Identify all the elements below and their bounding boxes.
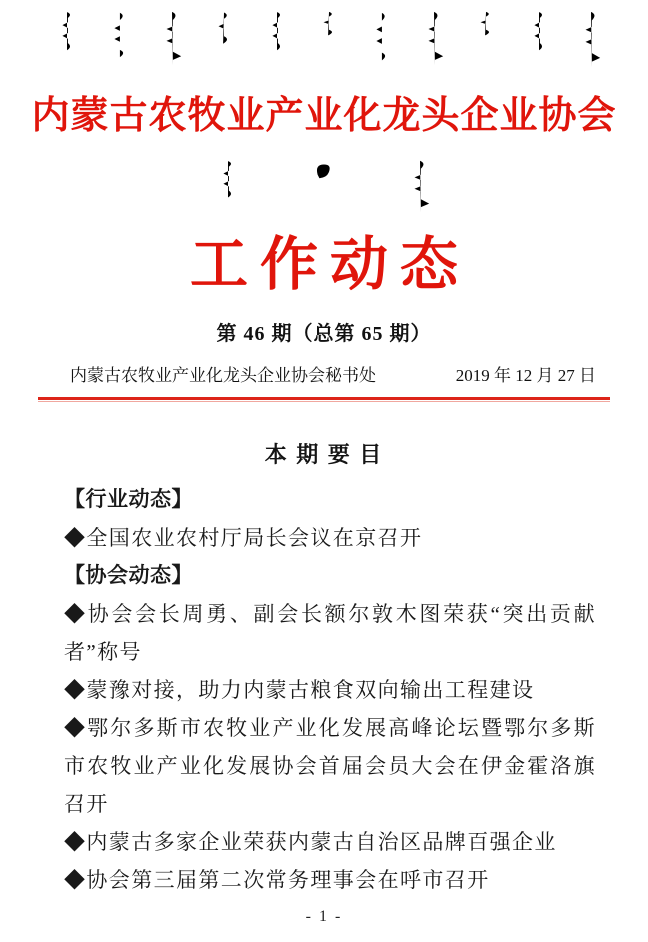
bulletin-title: 工作动态 [189, 232, 470, 297]
page-number: - 1 - [305, 908, 343, 925]
toc-item: ◆蒙豫对接，助力内蒙古粮食双向输出工程建设 [64, 678, 535, 702]
mongolian-glyph-icon [213, 10, 235, 50]
mongolian-glyph-icon [370, 10, 392, 72]
mongolian-glyph-icon [423, 10, 445, 68]
publisher: 内蒙古农牧业产业化龙头企业协会秘书处 [70, 366, 376, 385]
toc-item: ◆协会第三届第二次常务理事会在呼市召开 [64, 868, 490, 892]
mongolian-glyph-icon [217, 159, 239, 203]
toc-section-label: 【行业动态】 [64, 488, 193, 511]
mongolian-glyph-icon [528, 10, 550, 56]
mongolian-script-subtitle [0, 159, 648, 215]
mongolian-glyph-icon [108, 10, 130, 68]
toc-item: ◆全国农业农村厅局长会议在京召开 [64, 526, 423, 550]
mongolian-glyph-icon [318, 10, 340, 40]
toc-list [64, 481, 596, 899]
header-rule [38, 397, 610, 402]
publisher-line [0, 361, 648, 386]
toc-item: ◆内蒙古多家企业荣获内蒙古自治区品牌百强企业 [64, 830, 557, 854]
publish-date: 2019 年 12 月 27 日 [455, 366, 596, 385]
org-title: 内蒙古农牧业产业化龙头企业协会 [31, 95, 617, 137]
mongolian-glyph-icon [313, 159, 335, 181]
mongolian-glyph-icon [161, 10, 183, 68]
mongolian-glyph-icon [409, 159, 431, 215]
issue-number: 第 46 期（总第 65 期） [216, 323, 432, 345]
toc-item: ◆协会会长周勇、副会长额尔敦木图荣获“突出贡献者”称号 [64, 602, 596, 664]
toc-heading: 本 期 要 目 [264, 442, 384, 467]
mongolian-glyph-icon [580, 10, 602, 70]
mongolian-glyph-icon [56, 10, 78, 56]
mongolian-glyph-icon [266, 10, 288, 56]
toc-section-label: 【协会动态】 [64, 564, 193, 587]
toc-item: ◆鄂尔多斯市农牧业产业化发展高峰论坛暨鄂尔多斯市农牧业产业化发展协会首届会员大会在伊金霍洛旗召开 [64, 716, 596, 816]
mongolian-script-banner [0, 0, 648, 76]
mongolian-glyph-icon [475, 10, 497, 40]
